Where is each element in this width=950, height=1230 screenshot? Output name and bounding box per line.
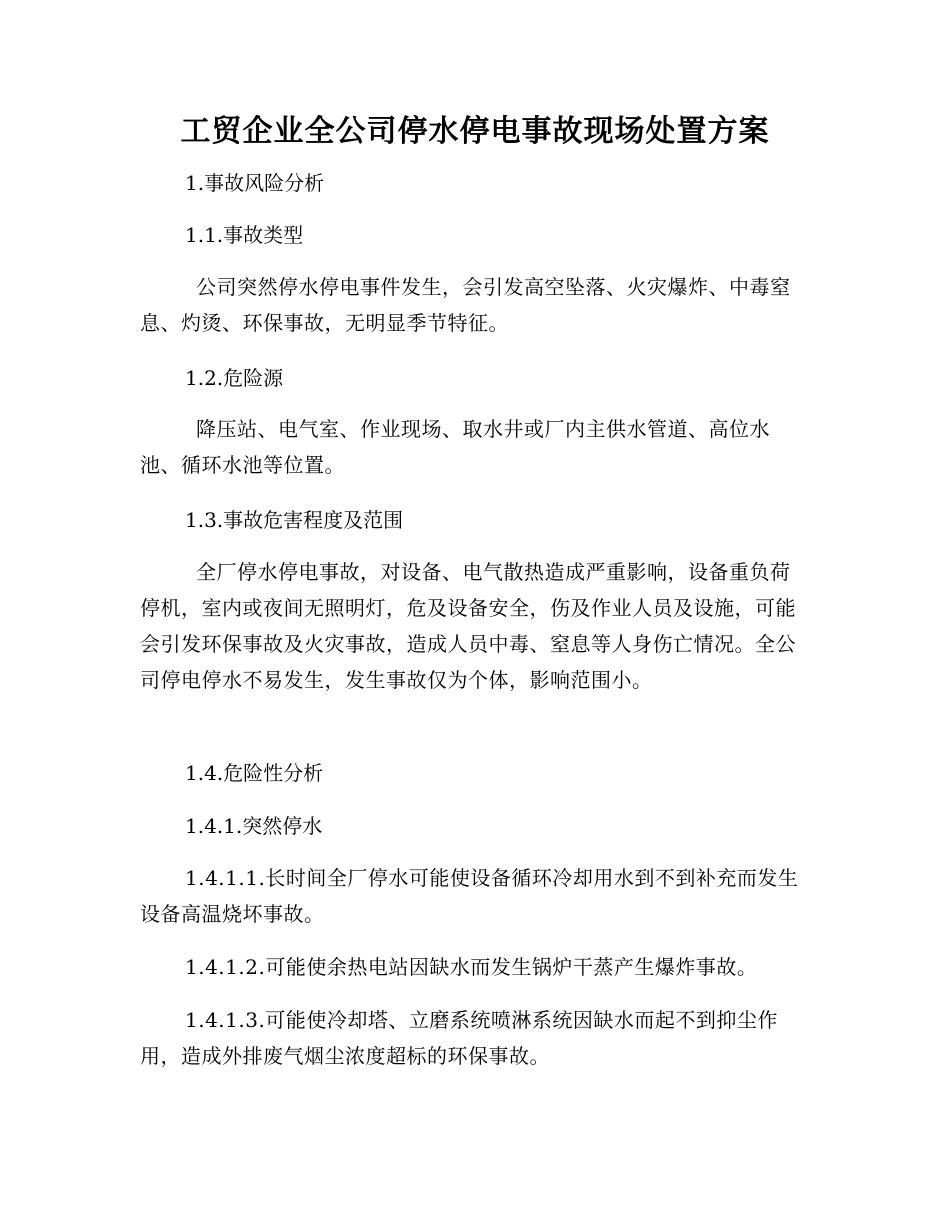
paragraph-1-3: 全厂停水停电事故，对设备、电气散热造成严重影响，设备重负荷停机，室内或夜间无照明灯，危及设备安全，伤及作业人员及设施，可能会引发环保事故及火灾事故，造成人员中毒、窒息等人身伤亡情况。全公司停电停水不易发生，发生事故仅为个体，影响范围小。 [140, 560, 796, 692]
section-heading-1-4: 1.4.危险性分析 [185, 761, 324, 785]
paragraph-1-1: 公司突然停水停电事件发生，会引发高空坠落、火灾爆炸、中毒窒息、灼烫、环保事故，无明显季节特征。 [140, 275, 791, 335]
paragraph-1-4-1-2: 1.4.1.2.可能使余热电站因缺水而发生锅炉干蒸产生爆炸事故。 [185, 955, 758, 979]
paragraph-1-4-1-3: 1.4.1.3.可能使冷却塔、立磨系统喷淋系统因缺水而起不到抑尘作用，造成外排废气烟尘浓度超标的环保事故。 [140, 1008, 778, 1068]
section-heading-1: 1.事故风险分析 [185, 171, 325, 195]
section-heading-1-4-1: 1.4.1.突然停水 [185, 814, 323, 838]
section-heading-1-3: 1.3.事故危害程度及范围 [185, 508, 404, 532]
section-heading-1-1: 1.1.事故类型 [185, 223, 304, 247]
paragraph-1-4-1-1: 1.4.1.1.长时间全厂停水可能使设备循环冷却用水到不到补充而发生设备高温烧坏事故。 [140, 866, 799, 926]
paragraph-1-2: 降压站、电气室、作业现场、取水井或厂内主供水管道、高位水池、循环水池等位置。 [140, 417, 770, 477]
document-title: 工贸企业全公司停水停电事故现场处置方案 [180, 114, 770, 149]
section-heading-1-2: 1.2.危险源 [185, 366, 284, 390]
